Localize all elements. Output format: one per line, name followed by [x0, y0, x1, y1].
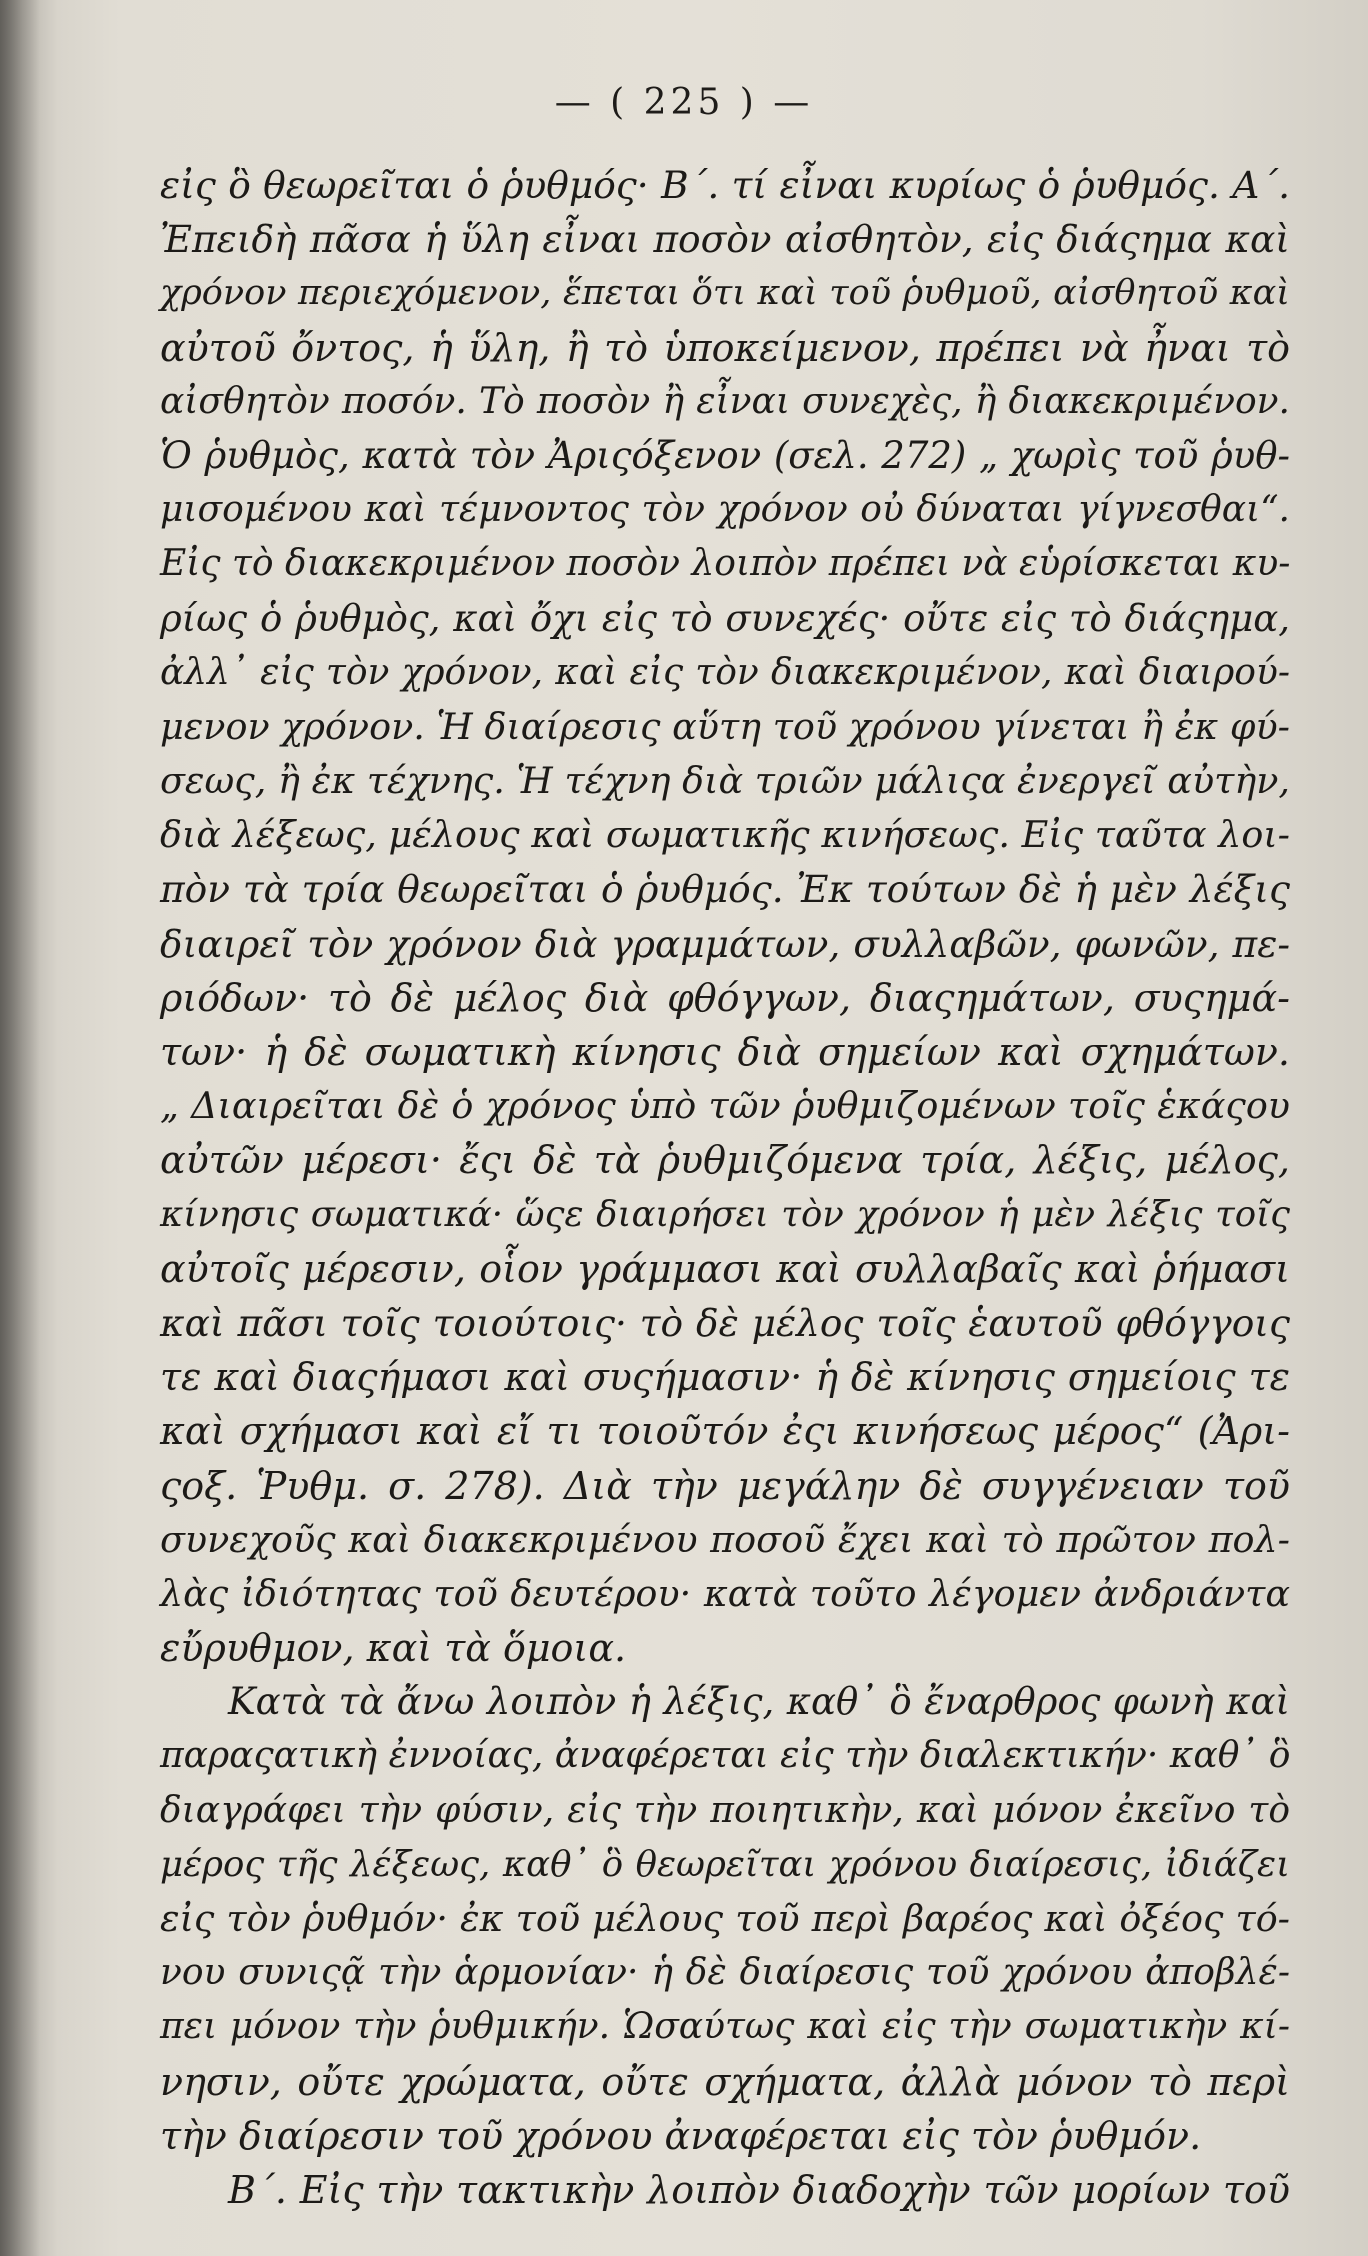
text-line: μέρος τῆς λέξεως, καθ᾽ ὃ θεωρεῖται χρόνου διαίρεσις, ἰδιάζει: [160, 1843, 1290, 1885]
text-line: ςοξ. Ῥυθμ. σ. 278). Διὰ τὴν μεγάλην δὲ συγγένειαν τοῦ: [160, 1463, 1290, 1508]
text-line: σεως, ἢ ἐκ τέχνης. Ἡ τέχνη διὰ τριῶν μάλιςα ἐνεργεῖ αὐτὴν,: [160, 759, 1290, 803]
text-line: Ἐπειδὴ πᾶσα ἡ ὕλη εἶναι ποσὸν αἰσθητὸν, εἰς διάςημα καὶ: [160, 217, 1290, 262]
page-number-header: — ( 225 ) —: [554, 82, 814, 123]
text-line: συνεχοῦς καὶ διακεκριμένου ποσοῦ ἔχει καὶ τὸ πρῶτον πολ-: [160, 1517, 1290, 1561]
text-line: εὔρυθμον, καὶ τὰ ὅμοια.: [160, 1626, 627, 1671]
text-line: τὴν διαίρεσιν τοῦ χρόνου ἀναφέρεται εἰς τὸν ῥυθμόν.: [160, 2113, 1202, 2158]
text-line: ἀλλ᾽ εἰς τὸν χρόνον, καὶ εἰς τὸν διακεκριμένον, καὶ διαιρού-: [160, 651, 1290, 693]
text-line: Εἰς τὸ διακεκριμένον ποσὸν λοιπὸν πρέπει νὰ εὑρίσκεται κυ-: [160, 543, 1291, 585]
text-line: νου συνιςᾷ τὴν ἁρμονίαν· ἡ δὲ διαίρεσις τοῦ χρόνου ἀποβλέ-: [160, 1952, 1290, 1994]
text-line: νησιν, οὔτε χρώματα, οὔτε σχήματα, ἀλλὰ μόνον τὸ περὶ: [160, 2059, 1290, 2104]
text-line: ριόδων· τὸ δὲ μέλος διὰ φθόγγων, διαςημάτων, συςημά-: [160, 975, 1290, 1020]
text-line: πὸν τὰ τρία θεωρεῖται ὁ ῥυθμός. Ἐκ τούτων δὲ ἡ μὲν λέξις: [160, 867, 1290, 912]
text-line: ρίως ὁ ῥυθμὸς, καὶ ὄχι εἰς τὸ συνεχές· οὔτε εἰς τὸ διάςημα,: [160, 596, 1290, 640]
text-line: „ Διαιρεῖται δὲ ὁ χρόνος ὑπὸ τῶν ῥυθμιζομένων τοῖς ἑκάςου: [160, 1084, 1290, 1128]
text-line: παραςατικὴ ἐννοίας, ἀναφέρεται εἰς τὴν διαλεκτικήν· καθ᾽ ὃ: [160, 1735, 1291, 1777]
text-line: καὶ πᾶσι τοῖς τοιούτοις· τὸ δὲ μέλος τοῖς ἑαυτοῦ φθόγγοις: [160, 1300, 1290, 1345]
text-line: μενον χρόνον. Ἡ διαίρεσις αὕτη τοῦ χρόνου γίνεται ἢ ἐκ φύ-: [160, 704, 1290, 748]
text-line: Ὁ ῥυθμὸς, κατὰ τὸν Ἀριςόξενον (σελ. 272) „ χωρὶς τοῦ ῥυθ-: [160, 433, 1290, 477]
text-line: Κατὰ τὰ ἄνω λοιπὸν ἡ λέξις, καθ᾽ ὃ ἔναρθρος φωνὴ καὶ: [228, 1680, 1290, 1724]
text-line: των· ἡ δὲ σωματικὴ κίνησις διὰ σημείων καὶ σχημάτων.: [160, 1030, 1290, 1074]
text-line: διαιρεῖ τὸν χρόνον διὰ γραμμάτων, συλλαβῶν, φωνῶν, πε-: [160, 921, 1290, 966]
text-line: διὰ λέξεως, μέλους καὶ σωματικῆς κινήσεως. Εἰς ταῦτα λοι-: [160, 813, 1290, 857]
text-line: διαγράφει τὴν φύσιν, εἰς τὴν ποιητικὴν, καὶ μόνον ἐκεῖνο τὸ: [160, 1789, 1290, 1831]
text-line: αὐτοῦ ὄντος, ἡ ὕλη, ἢ τὸ ὑποκείμενον, πρέπει νὰ ἦναι τὸ: [160, 325, 1290, 370]
text-line: τε καὶ διαςήμασι καὶ συςήμασιν· ἡ δὲ κίνησις σημείοις τε: [160, 1355, 1290, 1400]
text-line: πει μόνον τὴν ῥυθμικήν. Ὡσαύτως καὶ εἰς τὴν σωματικὴν κί-: [160, 2006, 1290, 2048]
text-line: εἰς ὃ θεωρεῖται ὁ ῥυθμός· Β΄. τί εἶναι κυρίως ὁ ῥυθμός. Α΄.: [160, 163, 1290, 207]
body-text: [160, 158, 1290, 2217]
text-line: κίνησις σωματικά· ὥςε διαιρήσει τὸν χρόνον ἡ μὲν λέξις τοῖς: [160, 1193, 1290, 1235]
text-line: αὐτῶν μέρεσι· ἔςι δὲ τὰ ῥυθμιζόμενα τρία, λέξις, μέλος,: [160, 1138, 1290, 1183]
text-line: αὐτοῖς μέρεσιν, οἷον γράμμασι καὶ συλλαβαῖς καὶ ῥήμασι: [160, 1246, 1290, 1291]
text-line: Β΄. Εἰς τὴν τακτικὴν λοιπὸν διαδοχὴν τῶν μορίων τοῦ: [228, 2167, 1290, 2212]
text-line: μισομένου καὶ τέμνοντος τὸν χρόνον οὐ δύναται γίγνεσθαι“.: [160, 489, 1290, 531]
text-line: καὶ σχήμασι καὶ εἴ τι τοιοῦτόν ἐςι κινήσεως μέρος“ (Ἀρι-: [160, 1409, 1290, 1454]
text-line: αἰσθητὸν ποσόν. Τὸ ποσὸν ἢ εἶναι συνεχὲς, ἢ διακεκριμένον.: [160, 380, 1290, 422]
text-line: λὰς ἰδιότητας τοῦ δευτέρου· κατὰ τοῦτο λέγομεν ἀνδριάντα: [160, 1571, 1290, 1615]
text-line: εἰς τὸν ῥυθμόν· ἐκ τοῦ μέλους τοῦ περὶ βαρέος καὶ ὀξέος τό-: [160, 1897, 1290, 1940]
page-gutter-shadow: [0, 0, 40, 2256]
text-line: χρόνον περιεχόμενον, ἕπεται ὅτι καὶ τοῦ ῥυθμοῦ, αἰσθητοῦ καὶ: [160, 273, 1290, 314]
